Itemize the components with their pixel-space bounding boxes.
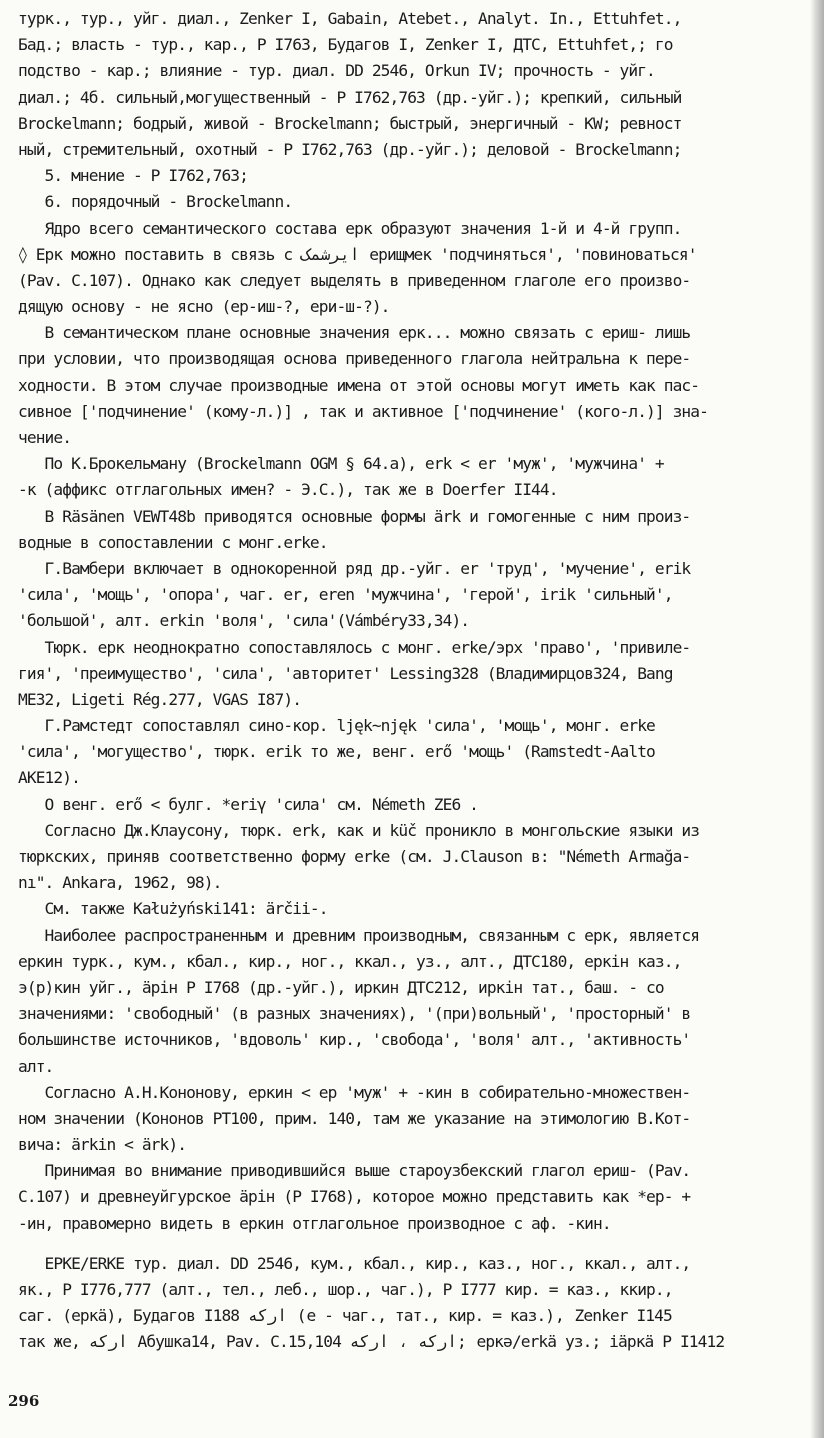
text-line: Brockelmann; бодрый, живой - Brockelmann; быстрый, энергичный - KW; ревност [18, 113, 682, 133]
text-line: ЕРКЕ/ERKE тур. диал. DD 2546, кум., кбал., кир., каз., ног., ккал., алт., [18, 1253, 691, 1273]
text-line: Согласно А.Н.Кононову, еркин < ер 'муж' + -кин в собирательно-множествен- [18, 1082, 691, 1102]
text-line: тюркских, приняв соответственно форму erke (см. J.Clauson в: "Németh Armağa- [18, 847, 691, 866]
text-line: вича: ärkin < ärk). [18, 1135, 187, 1155]
text-line: Бад.; власть - тур., кар., P I763, Будагов I, Zenker I, ДТС, Ettuhfet,; го [18, 35, 673, 55]
text-line: О венг. erő < булг. *eriγ 'сила' см. Németh ZE6 . [18, 794, 478, 814]
text-line: Г.Рамстедт сопоставлял сино-кор. ljęk~njęk 'сила', 'мощь', монг. erke [18, 716, 655, 736]
text-line: ном значении (Кононов PT100, прим. 140, там же указание на этимологию В.Кот- [18, 1108, 691, 1128]
text-line: ◊ Ерк можно поставить в связь с ایرشمک ерищмек 'подчиняться', 'повиноваться' [18, 244, 697, 264]
text-line: при условии, что производящая основа приведенного глагола нейтральна к пере- [18, 349, 691, 369]
text-line: так же, ارکه Абушка14, Pav. C.15,104 ارکه ، ارکه; еркә/erkä уз.; iäркä P I1412 [18, 1332, 725, 1352]
text-line: В семантическом плане основные значения ерк... можно связать с ериш- лишь [18, 323, 691, 343]
text-line: саг. (еркä), Будагов I188 ارکه (е - чаг., тат., кир. = каз.), Zenker I145 [18, 1306, 672, 1326]
text-line: C.107) и древнеуйгурское äрін (P I768), которое можно представить как *ер- + [18, 1187, 691, 1207]
text-line: ME32, Ligeti Rég.277, VGAS I87). [18, 689, 302, 709]
text-line: Тюрк. ерк неоднократно сопоставлялось с монг. erke/эрх 'право', 'привиле- [18, 637, 691, 657]
text-line: 'сила', 'могущество', тюрк. erik то же, венг. erő 'мощь' (Ramstedt-Aalto [18, 742, 655, 762]
text-line: 5. мнение - P I762,763; [18, 166, 248, 186]
text-line: -ин, правомерно видеть в еркин отглагольное производное с аф. -кин. [18, 1213, 611, 1233]
text-line: дящую основу - не ясно (ер-иш-?, ери-ш-?). [18, 297, 390, 317]
text-line: По К.Брокельману (Brockelmann OGM § 64.a), erk < er 'муж', 'мужчина' + [18, 454, 664, 474]
text-line: еркин турк., кум., кбал., кир., ног., ккал., уз., алт., ДТС180, еркін каз., [18, 951, 682, 971]
text-line: диал.; 4б. сильный,могущественный - P I762,763 (др.-уйг.); крепкий, сильный [18, 87, 682, 107]
text-line: См. также Kałużyński141: ärčii-. [18, 899, 328, 919]
text-line: Ядро всего семантического состава ерк образуют значения 1-й и 4-й групп. [18, 218, 682, 238]
text-line: гия', 'преимущество', 'сила', 'авторитет' Lessing328 (Владимирцов324, Bang [18, 663, 673, 683]
text-line: большинстве источников, 'вдоволь' кир., 'свобода', 'воля' алт., 'активность' [18, 1030, 691, 1050]
text-line: 'сила', 'мощь', 'опора', чаг. er, eren 'мужчина', 'герой', irik 'сильный', [18, 585, 673, 605]
text-line: турк., тур., уйг. диал., Zenker I, Gabain, Atebet., Analyt. In., Ettuhfet., [18, 9, 682, 28]
paragraph-gap [18, 1237, 814, 1251]
text-line: як., P I776,777 (алт., тел., леб., шор., чаг.), P I777 кир. = каз., ккир., [18, 1280, 673, 1299]
text-line: значениями: 'свободный' (в разных значениях), '(при)вольный', 'просторный' в [18, 1004, 691, 1024]
text-line: Согласно Дж.Клаусону, тюрк. erk, как и küč проникло в монгольские языки из [18, 820, 700, 840]
text-line: AKE12). [18, 768, 80, 788]
text-line: nı". Ankara, 1962, 98). [18, 873, 222, 893]
text-line: В Räsänen VEWT48b приводятся основные формы ärk и гомогенные с ним произ- [18, 506, 691, 526]
text-line: Наиболее распространенным и древним производным, связанным с ерк, является [18, 925, 700, 945]
text-line: Принимая во внимание приводившийся выше староузбекский глагол ериш- (Pav. [18, 1161, 691, 1181]
text-line: Г.Вамбери включает в однокоренной ряд др.-уйг. er 'труд', 'мучение', erik [18, 558, 691, 578]
text-line: чение. [18, 428, 72, 447]
text-line: ходности. В этом случае производные имена от этой основы могут иметь как пас- [18, 375, 700, 395]
page-number: 296 [8, 1392, 40, 1410]
text-line: -к (аффикс отглагольных имен? - Э.С.), так же в Doerfer II44. [18, 480, 558, 500]
text-line: водные в сопоставлении с монг.erke. [18, 532, 328, 552]
text-line: 6. порядочный - Brockelmann. [18, 192, 293, 212]
text-line: сивное ['подчинение' (кому-л.)] , так и активное ['подчинение' (кого-л.)] зна- [18, 401, 708, 421]
text-line: алт. [18, 1056, 54, 1076]
text-line: подство - кар.; влияние - тур. диал. DD 2546, Orkun IV; прочность - уйг. [18, 61, 655, 81]
text-line: 'большой', алт. erkin 'воля', 'сила'(Vámbéry33,34). [18, 611, 470, 631]
text-line: ный, стремительный, охотный - P I762,763 (др.-уйг.); деловой - Brockelmann; [18, 139, 682, 159]
text-line: (Pav. C.107). Однако как следует выделять в приведенном глаголе его произво- [18, 270, 691, 290]
page-text-block [18, 6, 814, 1356]
text-line: э(р)кин уйг., äрін P I768 (др.-уйг.), иркин ДТС212, иркін тат., баш. - со [18, 977, 664, 997]
